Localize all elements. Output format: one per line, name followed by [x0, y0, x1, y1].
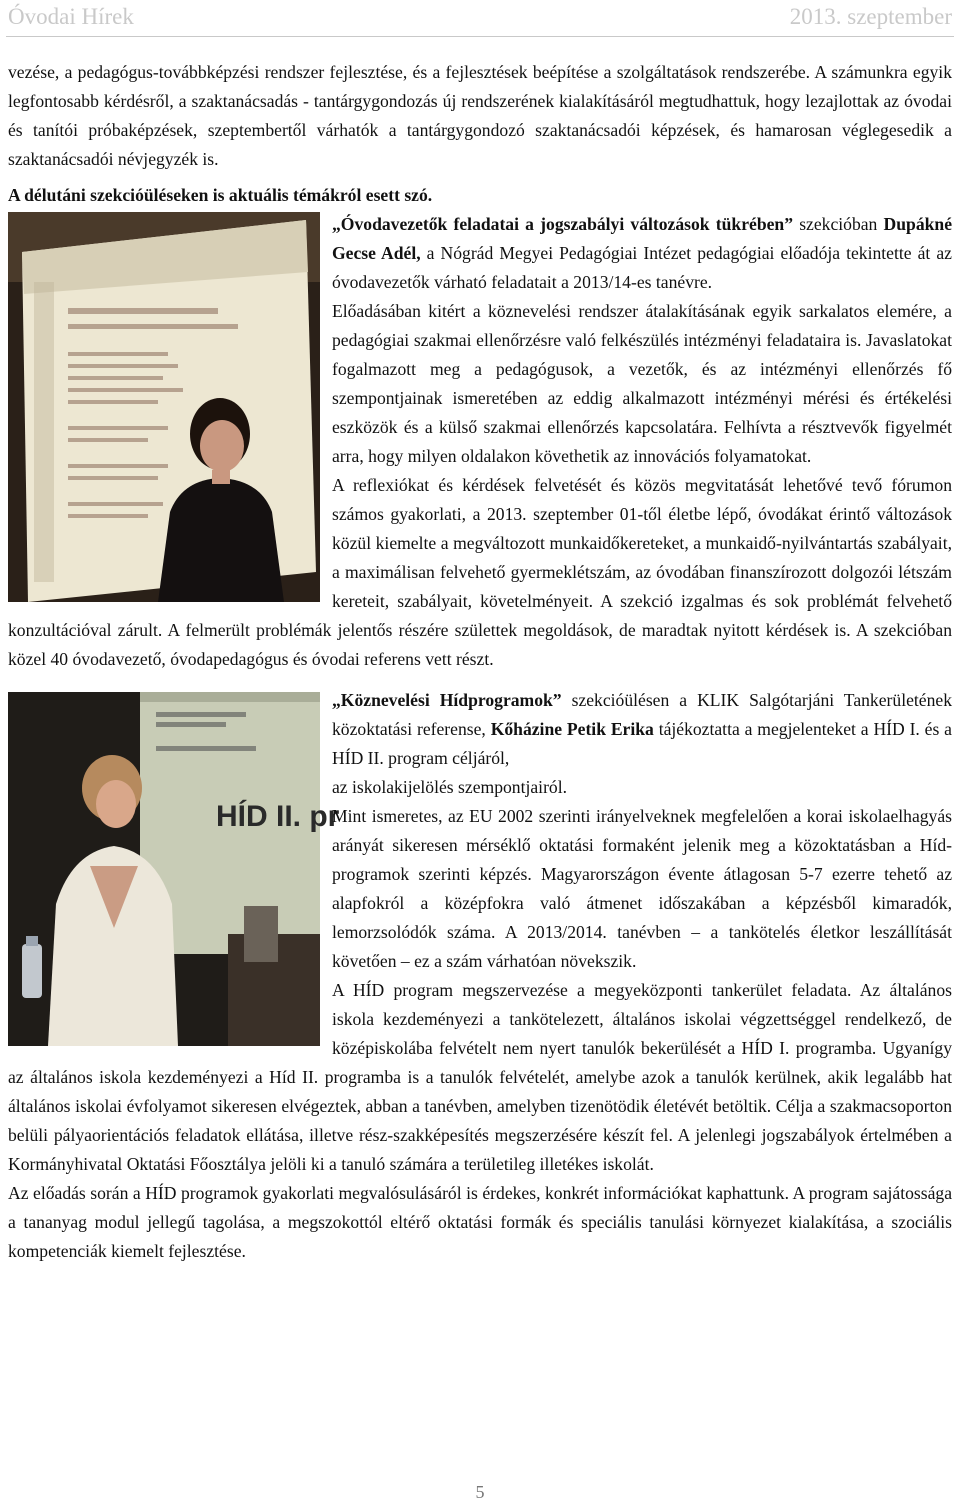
- section1-speaker: Dupákné Gecse Adél,: [332, 214, 952, 263]
- section2-paragraph-4: Az előadás során a HÍD programok gyakorlati megvalósulásáról is érdekes, konkrét információkat kaphattunk. A program sajátossága a tananyag modul jellegű tagolása, a megszokottól eltérő oktatási formák és speciális tanulási környezet kialakítása, a szociális kompetenciák kiemelt fejlesztése.: [8, 1183, 952, 1261]
- newsletter-title: Óvodai Hírek: [8, 4, 134, 29]
- page-header: [6, 0, 954, 38]
- section-ovodavezetok: [8, 210, 952, 674]
- header-rule: [6, 36, 954, 37]
- section2-paragraph-3: A HÍD program megszervezése a megyeközponti tankerület feladata. Az általános iskola kezdeményezi a tankötelezett, általános iskolai végzettséggel rendelkező, de középiskolába felvételt nem nyert tanulók bekerülését a HÍD I. programba. Ugyanígy az általános iskola kezdeményezi a Híd II. programba is a tanulók felvételét, amelybe azok a tanulók kerülnek, akik legalább hat általános iskolai évfolyamot sikeresen elvégeztek, abban a tanévben, amelyben tizenötödik életévét betöltik. Célja a szakmacsoporton belüli pályaorientációs feladatok ellátása, illetve rész-szakképesítés megszerzésére készít fel. A jelenlegi jogszabályok értelmében a Kormányhivatal Oktatási Főosztálya jelöli ki a tanuló számára a területileg illetékes iskolát.: [8, 980, 952, 1174]
- issue-date: 2013. szeptember: [789, 4, 952, 29]
- slide-text: HÍD II. pr: [216, 800, 340, 833]
- section1-paragraph-2: Előadásában kitért a köznevelési rendszer átalakításának egyik sarkalatos elemére, a pedagógiai szakmai ellenőrzésre való felkészülés intézményi feladataira is. Javaslatokat fogalmazott meg a pedagógusok, a vezetők, és az intézményi ellenőrzés fő szempontjainak ismeretében az eddig alkalmazott intézményi mérési és értékelési eszközök és a külső szakmai ellenőrzés kapcsolatára. Felhívta a résztvevők figyelmét arra, hogy milyen oldalakon követhetik az innovációs folyamatokat.: [332, 301, 952, 466]
- section2-title: „Köznevelési Hídprogramok”: [332, 690, 562, 710]
- section2-paragraph-1: „Köznevelési Hídprogramok” szekcióülésen a KLIK Salgótarjáni Tankerületének közoktatási referense, Kőházine Petik Erika tájékoztatta a megjelenteket a HÍD I. és a HÍD II. program céljáról,: [332, 690, 952, 768]
- section2-paragraph-1b: az iskolakijelölés szempontjairól.: [332, 777, 568, 797]
- section-subheading: A délutáni szekcióüléseken is aktuális témákról esett szó.: [8, 185, 433, 205]
- section1-paragraph-1: „Óvodavezetők feladatai a jogszabályi változások tükrében” szekcióban Dupákné Gecse Adél, a Nógrád Megyei Pedagógiai Intézet pedagógiai előadója tekintette át az óvodavezetők várható feladatait a 2013/14-es tanévre.: [332, 214, 952, 292]
- intro-paragraph: vezése, a pedagógus-továbbképzési rendszer fejlesztése, és a fejlesztések beépítése a szolgáltatások rendszerébe. A számunkra egyik legfontosabb kérdésről, a szaktanácsadás - tantárgygondozás új rendszerének kialakításáról megtudhattuk, hogy lezajlottak az óvodai és tanítói próbaképzések, szeptembertől várhatók a tantárgygondozó szaktanácsadói képzések, és hamarosan véglegesedik a szaktanácsadói névjegyzék is.: [8, 62, 952, 169]
- presentation-photo-icon: [8, 212, 320, 602]
- section2-speaker: Kőházine Petik Erika: [490, 719, 654, 739]
- section2-paragraph-2: Mint ismeretes, az EU 2002 szerinti irányelveknek megfelelően a korai iskolaelhagyás arányát sikeresen mérséklő oktatási formaként jelenik meg a közoktatásban a Híd-programok szerinti képzés. Magyarországon évente átlagosan 5-7 ezerre tehető az alapfokról a középfokra való átmenet időszakában a képzésből kimaradók, lemorzsolódók száma. A 2013/2014. tanévben – a tankötelés életkor leszállítását követően – ez a szám várhatóan növekszik.: [332, 806, 952, 971]
- page-number: 5: [475, 1482, 485, 1502]
- section1-paragraph-3: A reflexiókat és kérdések felvetését és közös megvitatását lehetővé tevő fórumon számos gyakorlati, a 2013. szeptember 01-től életbe lépő, óvodákat érintő változások közül kiemelte a megváltozott munkaidőkereteket, a munkaidő-nyilvántartás szabályait, a maximálisan felvehető gyermeklétszám, az óvodában finanszírozott dolgozói létszám kereteit, szabályait, követelményeit. A szekció izgalmas és sok problémát felvehető konzultációval zárult. A felmerült problémák jelentős részére születtek megoldások, de maradtak nyitott kérdések is. A szekcióban közel 40 óvodavezető, óvodapedagógus és óvodai referens vett részt.: [8, 475, 952, 669]
- section1-title: „Óvodavezetők feladatai a jogszabályi változások tükrében”: [332, 214, 793, 234]
- article-body: [8, 58, 952, 1266]
- presentation-photo-icon: [8, 692, 340, 1046]
- section-hidprogramok: [8, 686, 952, 1266]
